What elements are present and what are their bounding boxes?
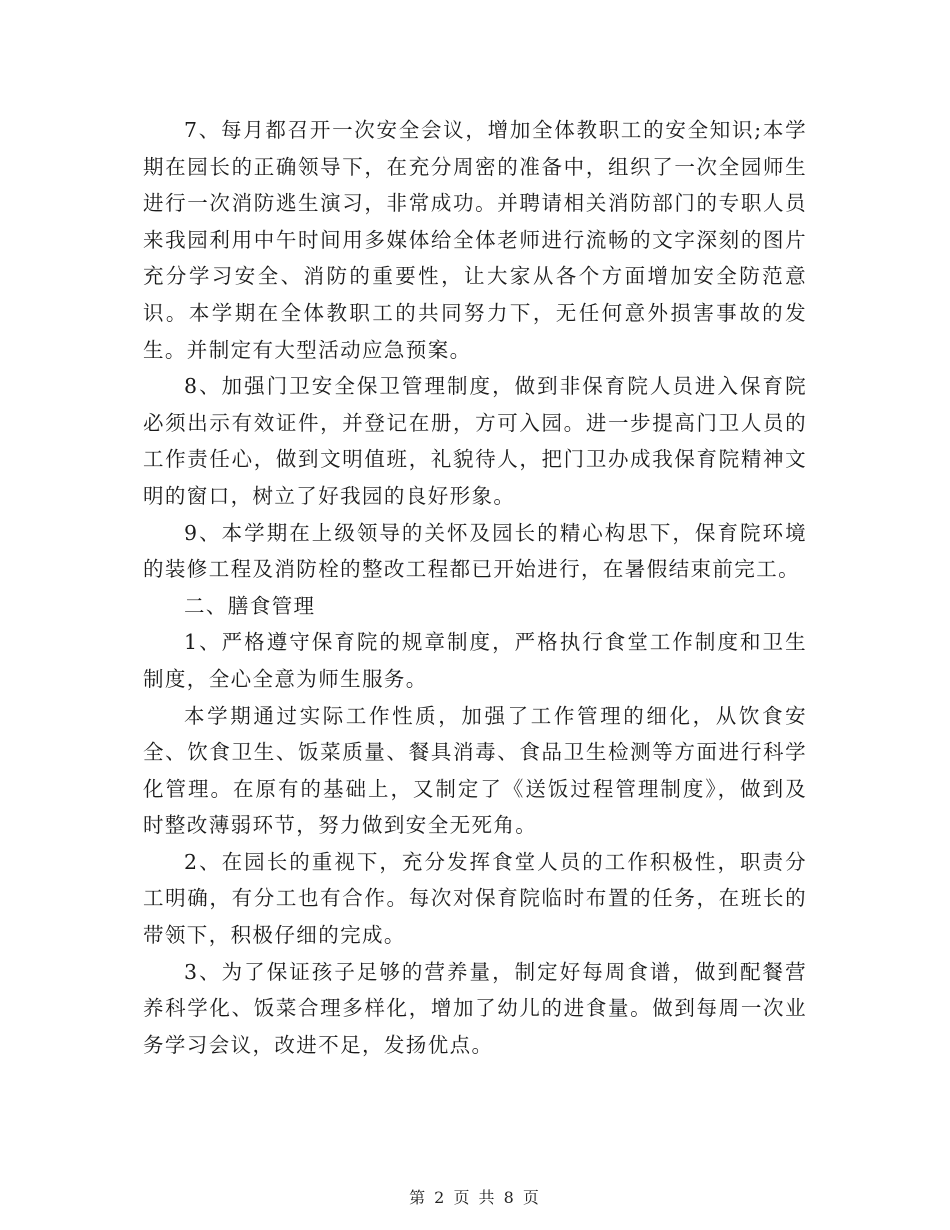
paragraph-meal-item-2: 2、在园长的重视下，充分发挥食堂人员的工作积极性，职责分工明确，有分工也有合作。每次对保育院临时布置的任务，在班长的带领下，积极仔细的完成。 [143, 849, 807, 948]
page-footer: 第 2 页 共 8 页 [409, 1188, 541, 1207]
paragraph-item-9: 9、本学期在上级领导的关怀及园长的精心构思下，保育院环境的装修工程及消防栓的整改工程都已开始进行，在暑假结束前完工。 [143, 520, 807, 582]
paragraph-item-8: 8、加强门卫安全保卫管理制度，做到非保育院人员进入保育院必须出示有效证件，并登记在册，方可入园。进一步提高门卫人员的工作责任心，做到文明值班，礼貌待人，把门卫办成我保育院精神文明的窗口，树立了好我园的良好形象。 [143, 374, 807, 508]
paragraph-meal-detail: 本学期通过实际工作性质，加强了工作管理的细化，从饮食安全、饮食卫生、饭菜质量、餐具消毒、食品卫生检测等方面进行科学化管理。在原有的基础上，又制定了《送饭过程管理制度》，做到及时整改薄弱环节，努力做到安全无死角。 [143, 703, 807, 838]
paragraph-meal-item-1: 1、严格遵守保育院的规章制度，严格执行食堂工作制度和卫生制度，全心全意为师生服务。 [143, 630, 807, 691]
paragraph-meal-item-3: 3、为了保证孩子足够的营养量，制定好每周食谱，做到配餐营养科学化、饭菜合理多样化，增加了幼儿的进食量。做到每周一次业务学习会议，改进不足，发扬优点。 [143, 959, 807, 1057]
paragraph-item-7: 7、每月都召开一次安全会议，增加全体教职工的安全知识;本学期在园长的正确领导下，在充分周密的准备中，组织了一次全园师生进行一次消防逃生演习，非常成功。并聘请相关消防部门的专职人员来我园利用中午时间用多媒体给全体老师进行流畅的文字深刻的图片充分学习安全、消防的重要性，让大家从各个方面增加安全防范意识。本学期在全体教职工的共同努力下，无任何意外损害事故的发生。并制定有大型活动应急预案。 [143, 118, 807, 362]
document-body [143, 112, 807, 1063]
section-heading-meal-management: 二、膳食管理 [184, 593, 316, 618]
